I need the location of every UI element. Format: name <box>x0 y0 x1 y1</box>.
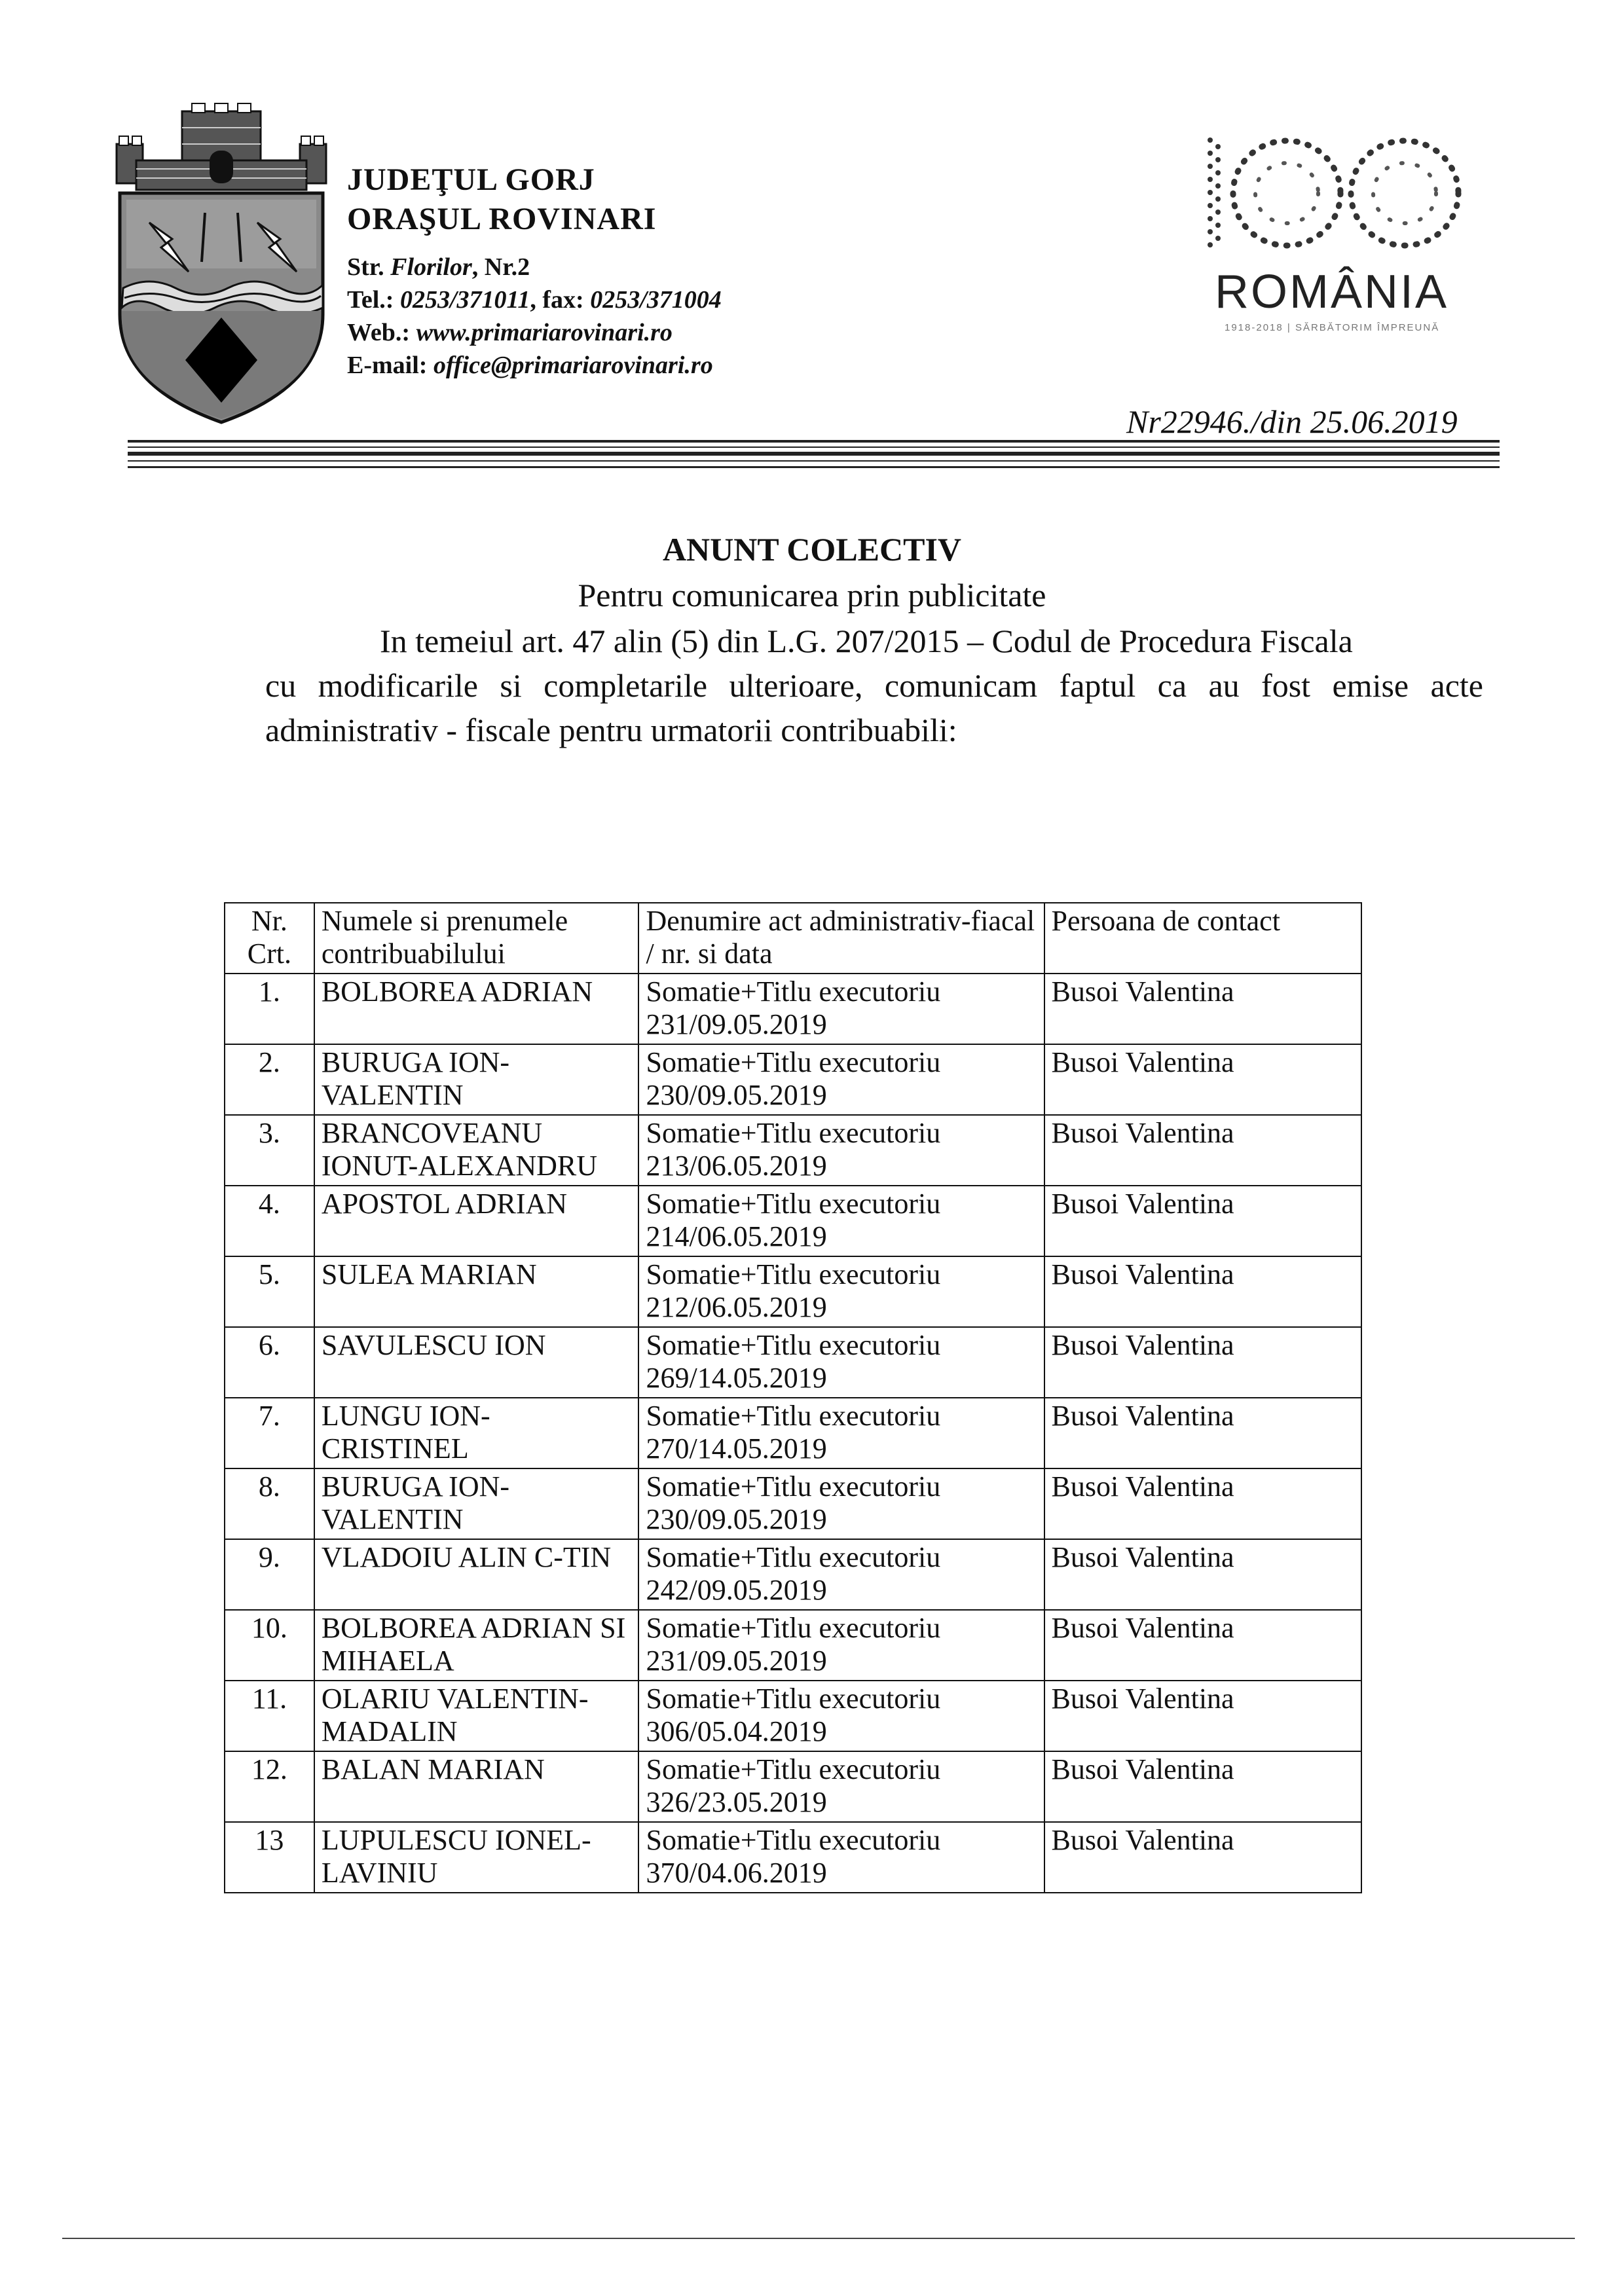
row-contact: Busoi Valentina <box>1044 1398 1361 1468</box>
row-name: BURUGA ION-VALENTIN <box>314 1468 639 1539</box>
row-name: BALAN MARIAN <box>314 1751 639 1822</box>
row-name: LUPULESCU IONEL-LAVINIU <box>314 1822 639 1893</box>
email-link[interactable]: office@primariarovinari.ro <box>433 352 713 379</box>
row-contact: Busoi Valentina <box>1044 1256 1361 1327</box>
paragraph-body: cu modificarile si completarile ulterioare, comunicam faptul ca au fost emise acte administrativ - fiscale pentru urmatorii contribuabili: <box>265 667 1483 748</box>
row-act <box>638 1044 1044 1115</box>
table-row <box>225 1256 1361 1327</box>
table-row <box>225 1751 1361 1822</box>
row-nr: 2. <box>225 1044 314 1115</box>
row-name: BRANCOVEANU IONUT-ALEXANDRU <box>314 1115 639 1186</box>
row-nr: 5. <box>225 1256 314 1327</box>
table-row <box>225 1186 1361 1256</box>
table-row <box>225 1044 1361 1115</box>
act-ref: 231/09.05.2019 <box>646 1008 827 1040</box>
row-nr: 6. <box>225 1327 314 1398</box>
contributors-table <box>224 902 1362 1893</box>
row-act <box>638 1398 1044 1468</box>
row-act <box>638 1115 1044 1186</box>
table-header-row <box>225 903 1361 974</box>
row-contact: Busoi Valentina <box>1044 1115 1361 1186</box>
row-act <box>638 1539 1044 1610</box>
table-row <box>225 1822 1361 1893</box>
row-name: BOLBOREA ADRIAN SI MIHAELA <box>314 1610 639 1681</box>
institution-header <box>347 160 722 382</box>
row-nr: 11. <box>225 1681 314 1751</box>
table-row <box>225 1327 1361 1398</box>
row-contact: Busoi Valentina <box>1044 1822 1361 1893</box>
street-address: Str. Florilor, Nr.2 <box>347 253 530 281</box>
row-name: BURUGA ION-VALENTIN <box>314 1044 639 1115</box>
row-nr: 13 <box>225 1822 314 1893</box>
act-ref: 326/23.05.2019 <box>646 1786 827 1818</box>
row-name: SULEA MARIAN <box>314 1256 639 1327</box>
row-contact: Busoi Valentina <box>1044 1539 1361 1610</box>
town-name: ORAŞUL ROVINARI <box>347 202 657 236</box>
header-contact: Persoana de contact <box>1044 903 1361 974</box>
row-act <box>638 1256 1044 1327</box>
row-contact: Busoi Valentina <box>1044 1681 1361 1751</box>
act-ref: 242/09.05.2019 <box>646 1574 827 1606</box>
act-type: Somatie+Titlu executoriu <box>646 1612 941 1644</box>
street-name: Florilor <box>390 253 472 281</box>
row-act <box>638 1610 1044 1681</box>
act-ref: 230/09.05.2019 <box>646 1503 827 1535</box>
row-contact: Busoi Valentina <box>1044 1610 1361 1681</box>
website-link[interactable]: www.primariarovinari.ro <box>416 319 673 346</box>
row-act <box>638 1751 1044 1822</box>
table-row <box>225 1539 1361 1610</box>
act-ref: 230/09.05.2019 <box>646 1079 827 1111</box>
act-type: Somatie+Titlu executoriu <box>646 1117 941 1149</box>
phone-fax-line: Tel.: 0253/371011, fax: 0253/371004 <box>347 286 722 314</box>
table-row <box>225 1115 1361 1186</box>
paragraph-first-line: In temeiul art. 47 alin (5) din L.G. 207/2015 – Codul de Procedura Fiscala <box>380 623 1353 659</box>
act-type: Somatie+Titlu executoriu <box>646 1258 941 1290</box>
romania-centenary-logo-icon <box>1198 131 1480 262</box>
act-ref: 212/06.05.2019 <box>646 1291 827 1323</box>
table-row <box>225 974 1361 1044</box>
header-divider <box>128 440 1500 443</box>
header-divider <box>128 452 1500 456</box>
legal-basis-paragraph <box>265 619 1483 752</box>
act-type: Somatie+Titlu executoriu <box>646 1400 941 1432</box>
table-row <box>225 1468 1361 1539</box>
act-type: Somatie+Titlu executoriu <box>646 1541 941 1573</box>
act-type: Somatie+Titlu executoriu <box>646 1188 941 1220</box>
romania-tagline: 1918-2018 | SĂRBĂTORIM ÎMPREUNĂ <box>1225 322 1440 333</box>
header-nr: Nr. Crt. <box>225 903 314 974</box>
act-type: Somatie+Titlu executoriu <box>646 975 941 1008</box>
footer-divider <box>62 2238 1575 2239</box>
document-number: Nr22946./din 25.06.2019 <box>1126 403 1458 440</box>
row-name: VLADOIU ALIN C-TIN <box>314 1539 639 1610</box>
header-divider <box>128 466 1500 468</box>
row-act <box>638 1186 1044 1256</box>
act-ref: 370/04.06.2019 <box>646 1857 827 1889</box>
act-type: Somatie+Titlu executoriu <box>646 1470 941 1503</box>
header-name: Numele si prenumele contribuabilului <box>314 903 639 974</box>
row-contact: Busoi Valentina <box>1044 1751 1361 1822</box>
header-divider <box>128 446 1500 448</box>
row-name: BOLBOREA ADRIAN <box>314 974 639 1044</box>
table-row <box>225 1398 1361 1468</box>
county-name: JUDEŢUL GORJ <box>347 162 595 197</box>
document-title: ANUNT COLECTIV <box>662 531 962 568</box>
act-ref: 213/06.05.2019 <box>646 1150 827 1182</box>
table-row <box>225 1681 1361 1751</box>
phone-number: 0253/371011 <box>399 286 530 314</box>
fax-number: 0253/371004 <box>590 286 722 314</box>
row-nr: 3. <box>225 1115 314 1186</box>
header-act: Denumire act administrativ-fiacal / nr. si data <box>638 903 1044 974</box>
table-row <box>225 1610 1361 1681</box>
header-divider <box>128 460 1500 462</box>
act-ref: 270/14.05.2019 <box>646 1432 827 1465</box>
row-contact: Busoi Valentina <box>1044 974 1361 1044</box>
act-type: Somatie+Titlu executoriu <box>646 1683 941 1715</box>
row-name: OLARIU VALENTIN-MADALIN <box>314 1681 639 1751</box>
romania-wordmark: ROMÂNIA <box>1215 266 1449 318</box>
row-nr: 1. <box>225 974 314 1044</box>
act-type: Somatie+Titlu executoriu <box>646 1329 941 1361</box>
row-act <box>638 974 1044 1044</box>
row-nr: 9. <box>225 1539 314 1610</box>
act-ref: 306/05.04.2019 <box>646 1715 827 1747</box>
coat-of-arms-icon <box>110 98 333 426</box>
row-contact: Busoi Valentina <box>1044 1468 1361 1539</box>
act-type: Somatie+Titlu executoriu <box>646 1046 941 1078</box>
row-act <box>638 1468 1044 1539</box>
row-act <box>638 1681 1044 1751</box>
act-ref: 269/14.05.2019 <box>646 1362 827 1394</box>
act-ref: 214/06.05.2019 <box>646 1220 827 1252</box>
row-nr: 4. <box>225 1186 314 1256</box>
row-nr: 12. <box>225 1751 314 1822</box>
email-line: E-mail: office@primariarovinari.ro <box>347 352 713 379</box>
row-contact: Busoi Valentina <box>1044 1044 1361 1115</box>
act-ref: 231/09.05.2019 <box>646 1645 827 1677</box>
row-act <box>638 1327 1044 1398</box>
row-nr: 7. <box>225 1398 314 1468</box>
row-contact: Busoi Valentina <box>1044 1327 1361 1398</box>
row-nr: 10. <box>225 1610 314 1681</box>
row-name: APOSTOL ADRIAN <box>314 1186 639 1256</box>
row-nr: 8. <box>225 1468 314 1539</box>
web-line: Web.: www.primariarovinari.ro <box>347 319 673 346</box>
document-subtitle: Pentru comunicarea prin publicitate <box>578 577 1046 613</box>
act-type: Somatie+Titlu executoriu <box>646 1753 941 1785</box>
row-act <box>638 1822 1044 1893</box>
row-contact: Busoi Valentina <box>1044 1186 1361 1256</box>
act-type: Somatie+Titlu executoriu <box>646 1824 941 1856</box>
row-name: LUNGU ION-CRISTINEL <box>314 1398 639 1468</box>
row-name: SAVULESCU ION <box>314 1327 639 1398</box>
